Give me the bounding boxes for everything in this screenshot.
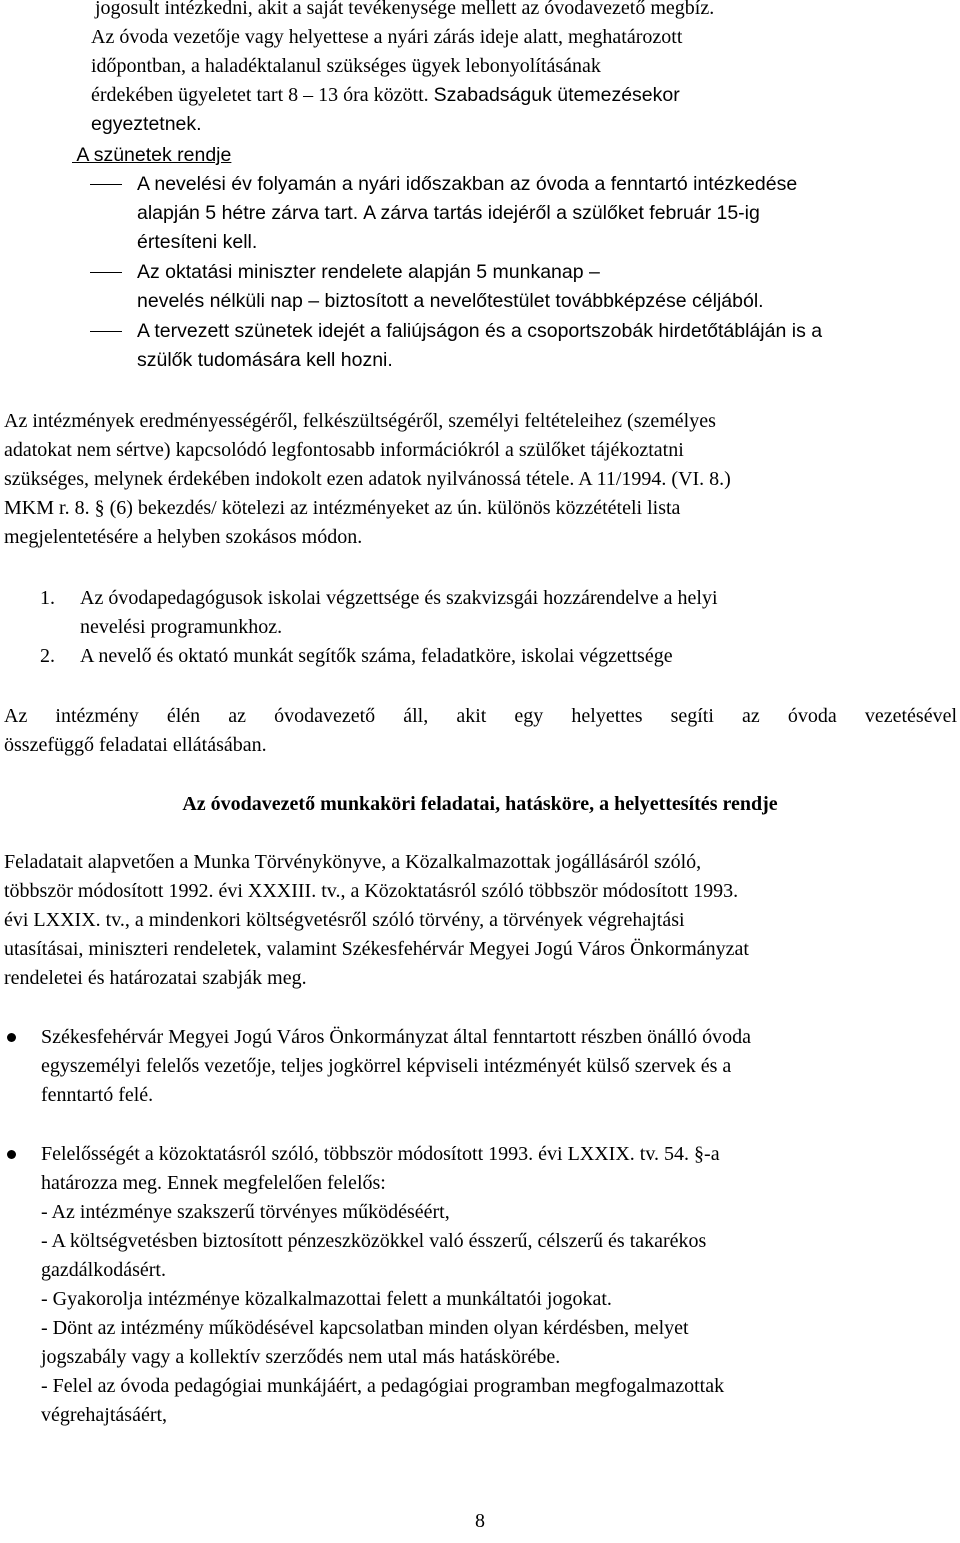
info-line-5: megjelentetésére a helyben szokásos módon. [4, 526, 363, 548]
numbered-item-1-line-2: nevelési programunkhoz. [80, 616, 283, 638]
numbered-item-2-num: 2. [40, 645, 55, 667]
bullet-1-line-2: egyszemélyi felelős vezetője, teljes jogkörrel képviseli intézményét külső szervek és a [41, 1055, 732, 1077]
break-item-1-line-2 [137, 199, 760, 228]
duties-line-3: évi LXXIX. tv., a mindenkori költségvetésről szóló törvény, a törvények végrehajtási [4, 909, 685, 931]
bullet-2-line-1: Felelősségét a közoktatásról szóló, többször módosított 1993. évi LXXIX. tv. 54. §-a [41, 1143, 720, 1165]
bullet-2-line-2: határozza meg. Ennek megfelelően felelős: [41, 1172, 386, 1194]
bullet-2-line-8: jogszabály vagy a kollektív szerződés nem utal más hatáskörébe. [41, 1346, 561, 1368]
bullet-1-line-1: Székesfehérvár Megyei Jogú Város Önkormányzat által fenntartott részben önálló óvoda [41, 1026, 751, 1048]
page-number: 8 [475, 1510, 485, 1532]
duties-line-2: többször módosított 1992. évi XXXIII. tv., a Közoktatásról szóló többször módosított 1993. [4, 880, 739, 902]
bullet-2-line-5: gazdálkodásért. [41, 1259, 166, 1281]
numbered-item-1-line-1: Az óvodapedagógusok iskolai végzettsége és szakvizsgái hozzárendelve a helyi [80, 587, 718, 609]
dash-marker-2 [90, 272, 122, 273]
duties-line-1: Feladatait alapvetően a Munka Törvénykönyve, a Közalkalmazottak jogállásáról szóló, [4, 851, 702, 873]
numbered-item-2-line-1: A nevelő és oktató munkát segítők száma, feladatköre, iskolai végzettsége [80, 645, 673, 667]
break-item-1-line-2-a: alapján 5 hétre zárva tart. [137, 202, 359, 224]
break-item-2-line-1: Az oktatási miniszter rendelete alapján 5 munkanap – [137, 261, 600, 283]
top-line-4-serif: érdekében ügyeletet tart 8 – 13 óra között. [91, 84, 429, 106]
duties-line-4: utasításai, miniszteri rendeletek, valamint Székesfehérvár Megyei Jogú Város Önkormányzat [4, 938, 749, 960]
section-title: Az óvodavezető munkaköri feladatai, hatásköre, a helyettesítés rendje [182, 793, 778, 815]
info-line-4: MKM r. 8. § (6) bekezdés/ kötelezi az intézményeket az ún. különös közzétételi lista [4, 497, 681, 519]
break-item-2-line-2: nevelés nélküli nap – biztosított a nevelőtestület továbbképzése céljából. [137, 290, 764, 312]
bullet-1-line-3: fenntartó felé. [41, 1084, 154, 1106]
break-item-1-line-1: A nevelési év folyamán a nyári időszakban az óvoda a fenntartó intézkedése [137, 173, 798, 195]
bullet-2-line-7: - Dönt az intézmény működésével kapcsolatban minden olyan kérdésben, melyet [41, 1317, 689, 1339]
top-line-2: Az óvoda vezetője vagy helyettese a nyári zárás ideje alatt, meghatározott [91, 26, 683, 48]
bullet-2-line-9: - Felel az óvoda pedagógiai munkájáért, a pedagógiai programban megfogalmazottak [41, 1375, 725, 1397]
dash-marker-1 [90, 184, 122, 185]
top-line-5: egyeztetnek. [91, 113, 202, 135]
bullet-2-line-4: - A költségvetésben biztosított pénzeszközökkel való ésszerű, célszerű és takarékos [41, 1230, 707, 1252]
top-line-3: időpontban, a haladéktalanul szükséges ügyek lebonyolításának [91, 55, 601, 77]
breaks-heading: A szünetek rendje [72, 144, 232, 166]
dash-marker-3 [90, 331, 122, 332]
bullet-2-line-10: végrehajtásáért, [41, 1404, 168, 1426]
bullet-marker-1 [7, 1033, 16, 1042]
top-line-4 [91, 81, 680, 110]
top-line-1: jogosult intézkedni, akit a saját tevékenysége mellett az óvodavezető megbíz. [95, 0, 715, 19]
info-line-2: adatokat nem sértve) kapcsolódó legfontosabb információkról a szülőket tájékoztatni [4, 439, 684, 461]
duties-line-5: rendeletei és határozatai szabják meg. [4, 967, 307, 989]
bullet-2-line-3: - Az intézménye szakszerű törvényes működéséért, [41, 1201, 450, 1223]
numbered-item-1-num: 1. [40, 587, 55, 609]
break-item-1-line-3: értesíteni kell. [137, 231, 258, 253]
top-line-4-sans: Szabadságuk ütemezésekor [433, 84, 680, 106]
break-item-3-line-1: A tervezett szünetek idejét a faliújságon és a csoportszobák hirdetőtábláján is a [137, 320, 823, 342]
break-item-3-line-2: szülők tudomására kell hozni. [137, 349, 393, 371]
info-line-3: szükséges, melynek érdekében indokolt ezen adatok nyilvánossá tétele. A 11/1994. (VI. 8.) [4, 468, 731, 490]
leader-line-2: összefüggő feladatai ellátásában. [4, 734, 267, 756]
bullet-marker-2 [7, 1150, 16, 1159]
leader-line-1: Az intézmény élén az óvodavezető áll, akit egy helyettes segíti az óvoda vezetésével [4, 705, 957, 727]
bullet-2-line-6: - Gyakorolja intézménye közalkalmazottai felett a munkáltatói jogokat. [41, 1288, 612, 1310]
info-line-1: Az intézmények eredményességéről, felkészültségéről, személyi feltételeihez (személyes [4, 410, 716, 432]
break-item-1-line-2-b: A zárva tartás idejéről a szülőket február 15-ig [363, 202, 760, 224]
